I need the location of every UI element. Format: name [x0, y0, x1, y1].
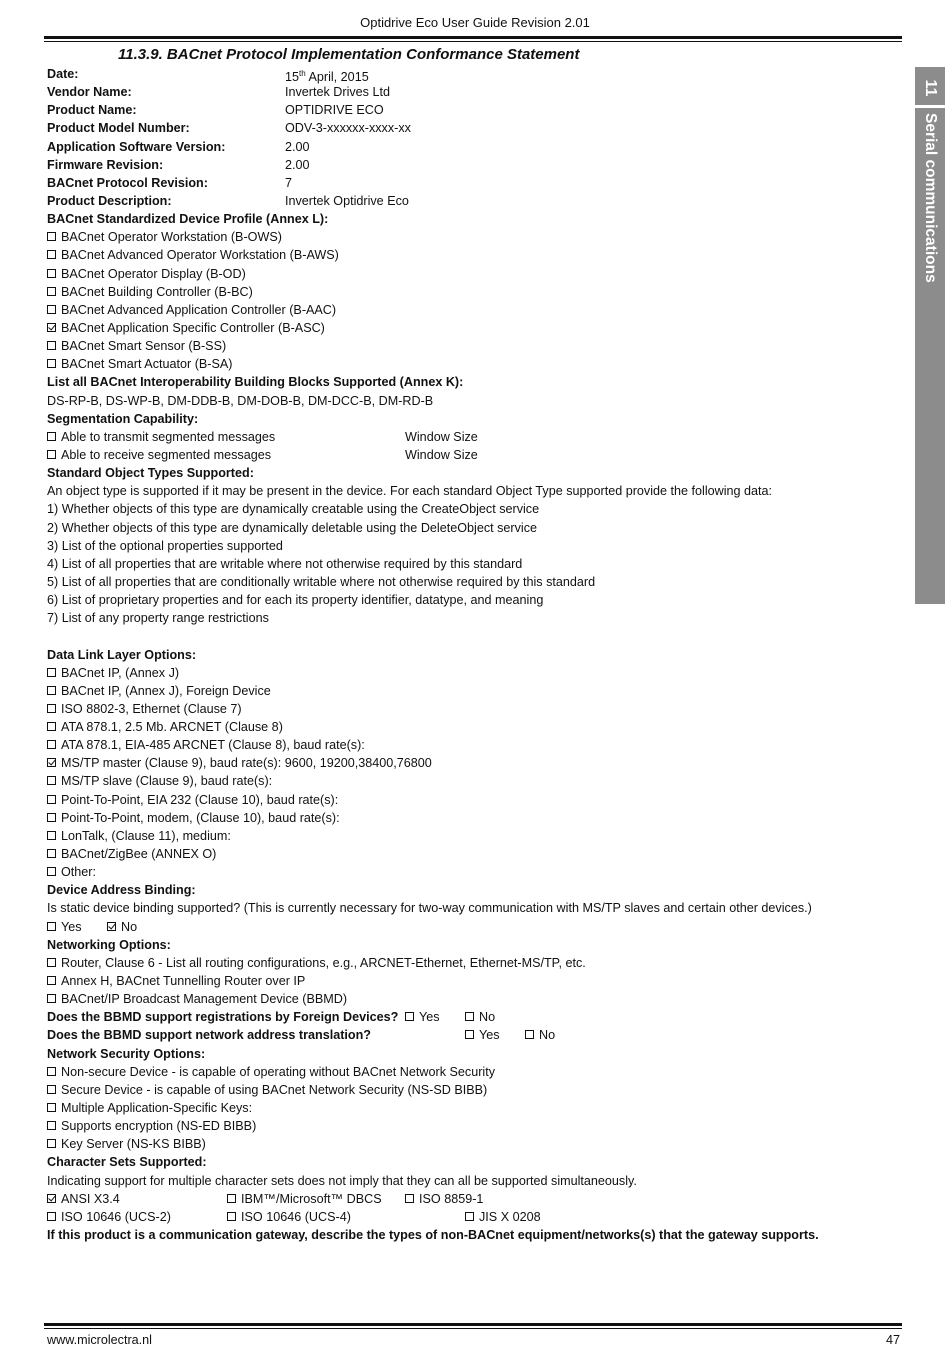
segmentation-heading: Segmentation Capability: [47, 411, 199, 426]
checkbox-icon[interactable] [47, 958, 56, 967]
checkbox-icon[interactable] [47, 686, 56, 695]
checkbox-icon[interactable] [405, 1194, 414, 1203]
checkbox-icon[interactable] [47, 849, 56, 858]
gateway-question: If this product is a communication gateway, describe the types of non-BACnet equipment/networks(s) that the gateway supports. [47, 1228, 819, 1242]
page-header-title: Optidrive Eco User Guide Revision 2.01 [360, 15, 590, 30]
checkbox-icon[interactable] [47, 867, 56, 876]
page-number: 47 [885, 1333, 900, 1347]
checkbox-icon[interactable] [47, 994, 56, 1003]
charsets-row [47, 1190, 897, 1208]
checkbox-icon[interactable] [47, 813, 56, 822]
data-link-item: MS/TP master (Clause 9), baud rate(s): 9600, 19200,38400,76800 [47, 754, 897, 772]
data-link-item: BACnet/ZigBee (ANNEX O) [47, 845, 897, 863]
security-heading: Network Security Options: [47, 1046, 206, 1061]
object-types-heading: Standard Object Types Supported: [47, 466, 254, 481]
networking-heading: Networking Options: [47, 937, 171, 952]
info-row-firmware [47, 156, 897, 174]
checkbox-icon[interactable] [47, 287, 56, 296]
data-link-item: BACnet IP, (Annex J), Foreign Device [47, 682, 897, 700]
checkbox-icon[interactable] [47, 250, 56, 259]
yes-option: Yes [465, 1026, 500, 1044]
header-rule-thin [44, 41, 902, 42]
charset-option: ISO 8859-1 [405, 1190, 483, 1208]
checkbox-icon[interactable] [47, 323, 56, 332]
checkbox-icon[interactable] [47, 305, 56, 314]
address-binding-heading: Device Address Binding: [47, 883, 196, 898]
checkbox-icon[interactable] [47, 269, 56, 278]
checkbox-icon[interactable] [47, 1085, 56, 1094]
info-label: BACnet Protocol Revision: [47, 175, 208, 190]
section-heading: 11.3.9. BACnet Protocol Implementation Conformance Statement [118, 46, 580, 63]
data-link-item: MS/TP slave (Clause 9), baud rate(s): [47, 772, 897, 790]
security-item: Supports encryption (NS-ED BIBB) [47, 1117, 897, 1135]
charsets-note: Indicating support for multiple character sets does not imply that they can all be supported simultaneously. [47, 1173, 637, 1188]
info-row-model-number [47, 119, 897, 137]
charset-option: ISO 10646 (UCS-4) [227, 1208, 351, 1226]
security-item: Non-secure Device - is capable of operating without BACnet Network Security [47, 1063, 897, 1081]
checkbox-icon[interactable] [47, 722, 56, 731]
security-item: Multiple Application-Specific Keys: [47, 1099, 897, 1117]
charset-option: ISO 10646 (UCS-2) [47, 1210, 171, 1224]
footer-rule-thin [44, 1328, 902, 1329]
info-value: 2.00 [285, 139, 310, 154]
info-row-protocol-revision [47, 174, 897, 192]
charset-option: IBM™/Microsoft™ DBCS [227, 1190, 382, 1208]
device-profile-item: BACnet Advanced Application Controller (B-AAC) [47, 301, 897, 319]
checkbox-icon[interactable] [47, 1139, 56, 1148]
object-types-line: An object type is supported if it may be present in the device. For each standard Object Type supported provide the following data: [47, 484, 773, 499]
charsets-heading: Character Sets Supported: [47, 1155, 207, 1170]
info-label: Firmware Revision: [47, 157, 164, 172]
checkbox-icon[interactable] [465, 1012, 474, 1021]
info-label: Application Software Version: [47, 139, 226, 154]
device-profile-item: BACnet Operator Workstation (B-OWS) [47, 228, 897, 246]
data-link-item: ATA 878.1, 2.5 Mb. ARCNET (Clause 8) [47, 718, 897, 736]
address-binding-options [47, 918, 897, 936]
checkbox-icon[interactable] [47, 704, 56, 713]
charsets-row [47, 1208, 897, 1226]
checkbox-icon[interactable] [47, 740, 56, 749]
info-value: Invertek Drives Ltd [285, 85, 390, 100]
data-link-item: Other: [47, 863, 897, 881]
charset-option: ANSI X3.4 [47, 1192, 120, 1206]
data-link-item: Point-To-Point, EIA 232 (Clause 10), baud rate(s): [47, 791, 897, 809]
no-label: No [121, 919, 138, 934]
chapter-tab-divider [915, 105, 945, 108]
no-option: No [465, 1008, 495, 1026]
checkbox-icon[interactable] [47, 831, 56, 840]
bibbs-list: DS-RP-B, DS-WP-B, DM-DDB-B, DM-DOB-B, DM-DCC-B, DM-RD-B [47, 393, 434, 408]
checkbox-icon[interactable] [47, 668, 56, 677]
footer-website-link[interactable]: www.microlectra.nl [47, 1333, 152, 1347]
checkbox-icon[interactable] [47, 432, 56, 441]
checkbox-icon[interactable] [525, 1030, 534, 1039]
checkbox-icon[interactable] [227, 1194, 236, 1203]
networking-item: Annex H, BACnet Tunnelling Router over IP [47, 972, 897, 990]
charset-option: JIS X 0208 [465, 1208, 541, 1226]
data-link-item: LonTalk, (Clause 11), medium: [47, 827, 897, 845]
checkbox-icon[interactable] [227, 1212, 236, 1221]
data-link-item: ATA 878.1, EIA-485 ARCNET (Clause 8), baud rate(s): [47, 736, 897, 754]
window-size-label: Window Size [405, 447, 478, 462]
networking-item: Router, Clause 6 - List all routing configurations, e.g., ARCNET-Ethernet, Ethernet-MS/TP, etc. [47, 954, 897, 972]
object-types-line: 4) List of all properties that are writable where not otherwise required by this standard [47, 556, 523, 571]
device-profile-item: BACnet Smart Sensor (B-SS) [47, 337, 897, 355]
object-types-line: 7) List of any property range restrictions [47, 611, 269, 626]
checkbox-icon[interactable] [47, 758, 56, 767]
checkbox-icon[interactable] [47, 450, 56, 459]
info-value: OPTIDRIVE ECO [285, 103, 384, 118]
checkbox-icon[interactable] [465, 1030, 474, 1039]
checkbox-icon[interactable] [107, 922, 116, 931]
address-binding-question: Is static device binding supported? (This is currently necessary for two-way communication with MS/TP slaves and certain other devices.) [47, 901, 812, 916]
checkbox-icon[interactable] [47, 1103, 56, 1112]
device-profile-heading: BACnet Standardized Device Profile (Annex L): [47, 212, 329, 227]
info-label: Product Name: [47, 103, 137, 118]
info-value: 7 [285, 175, 293, 190]
checkbox-icon[interactable] [47, 1121, 56, 1130]
checkbox-icon[interactable] [47, 776, 56, 785]
checkbox-icon[interactable] [47, 922, 56, 931]
device-profile-item: BACnet Smart Actuator (B-SA) [47, 355, 897, 373]
no-option [107, 918, 137, 936]
chapter-label: Serial communications [922, 113, 939, 283]
object-types-line: 2) Whether objects of this type are dynamically deletable using the DeleteObject service [47, 520, 538, 535]
data-link-item: ISO 8802-3, Ethernet (Clause 7) [47, 700, 897, 718]
device-profile-item: BACnet Application Specific Controller (B-ASC) [47, 319, 897, 337]
security-item: Key Server (NS-KS BIBB) [47, 1135, 897, 1153]
object-types-line: 3) List of the optional properties supported [47, 538, 283, 553]
info-row-date [47, 65, 897, 83]
yes-option: Yes [405, 1008, 440, 1026]
info-label: Product Description: [47, 193, 172, 208]
bibbs-heading: List all BACnet Interoperability Building Blocks Supported (Annex K): [47, 375, 464, 390]
data-link-heading: Data Link Layer Options: [47, 647, 197, 662]
device-profile-item: BACnet Operator Display (B-OD) [47, 265, 897, 283]
info-value: 2.00 [285, 157, 310, 172]
checkbox-icon[interactable] [47, 359, 56, 368]
header-rule-thick [44, 36, 902, 39]
checkbox-icon[interactable] [405, 1012, 414, 1021]
info-row-product-name [47, 101, 897, 119]
data-link-item: Point-To-Point, modem, (Clause 10), baud rate(s): [47, 809, 897, 827]
security-item: Secure Device - is capable of using BACnet Network Security (NS-SD BIBB) [47, 1081, 897, 1099]
bbmd-nat-question: Does the BBMD support network address translation? Yes No [47, 1026, 897, 1044]
info-row-app-version [47, 138, 897, 156]
checkbox-icon[interactable] [47, 1194, 56, 1203]
info-value: ODV-3-xxxxxx-xxxx-xx [285, 121, 411, 136]
object-types-line: 1) Whether objects of this type are dynamically creatable using the CreateObject service [47, 502, 540, 517]
info-value: Invertek Optidrive Eco [285, 193, 409, 208]
segmentation-item: Able to transmit segmented messages Window Size [47, 428, 897, 446]
yes-label: Yes [61, 919, 82, 934]
chapter-number: 11 [922, 79, 939, 97]
checkbox-icon[interactable] [47, 1067, 56, 1076]
checkbox-icon[interactable] [47, 795, 56, 804]
blank-line [47, 627, 897, 645]
info-row-vendor [47, 83, 897, 101]
info-value: 15th April, 2015 [285, 69, 369, 85]
pics-content [47, 65, 897, 1244]
data-link-item: BACnet IP, (Annex J) [47, 664, 897, 682]
object-types-line: 6) List of proprietary properties and for each its property identifier, datatype, and meaning [47, 593, 544, 608]
footer-rule-thick [44, 1323, 902, 1326]
info-label: Date: [47, 67, 79, 81]
checkbox-icon[interactable] [47, 232, 56, 241]
checkbox-icon[interactable] [465, 1212, 474, 1221]
window-size-label: Window Size [405, 429, 478, 444]
checkbox-icon[interactable] [47, 1212, 56, 1221]
info-label: Vendor Name: [47, 85, 132, 100]
info-label: Product Model Number: [47, 121, 190, 136]
device-profile-item: BACnet Advanced Operator Workstation (B-AWS) [47, 246, 897, 264]
checkbox-icon[interactable] [47, 341, 56, 350]
segmentation-item: Able to receive segmented messages Window Size [47, 446, 897, 464]
device-profile-item: BACnet Building Controller (B-BC) [47, 283, 897, 301]
object-types-line: 5) List of all properties that are conditionally writable where not otherwise required by this standard [47, 574, 596, 589]
no-option: No [525, 1026, 555, 1044]
bbmd-foreign-question: Does the BBMD support registrations by Foreign Devices? Yes No [47, 1008, 897, 1026]
info-row-description [47, 192, 897, 210]
checkbox-icon[interactable] [47, 976, 56, 985]
networking-item: BACnet/IP Broadcast Management Device (BBMD) [47, 990, 897, 1008]
chapter-side-tab[interactable] [915, 67, 945, 604]
